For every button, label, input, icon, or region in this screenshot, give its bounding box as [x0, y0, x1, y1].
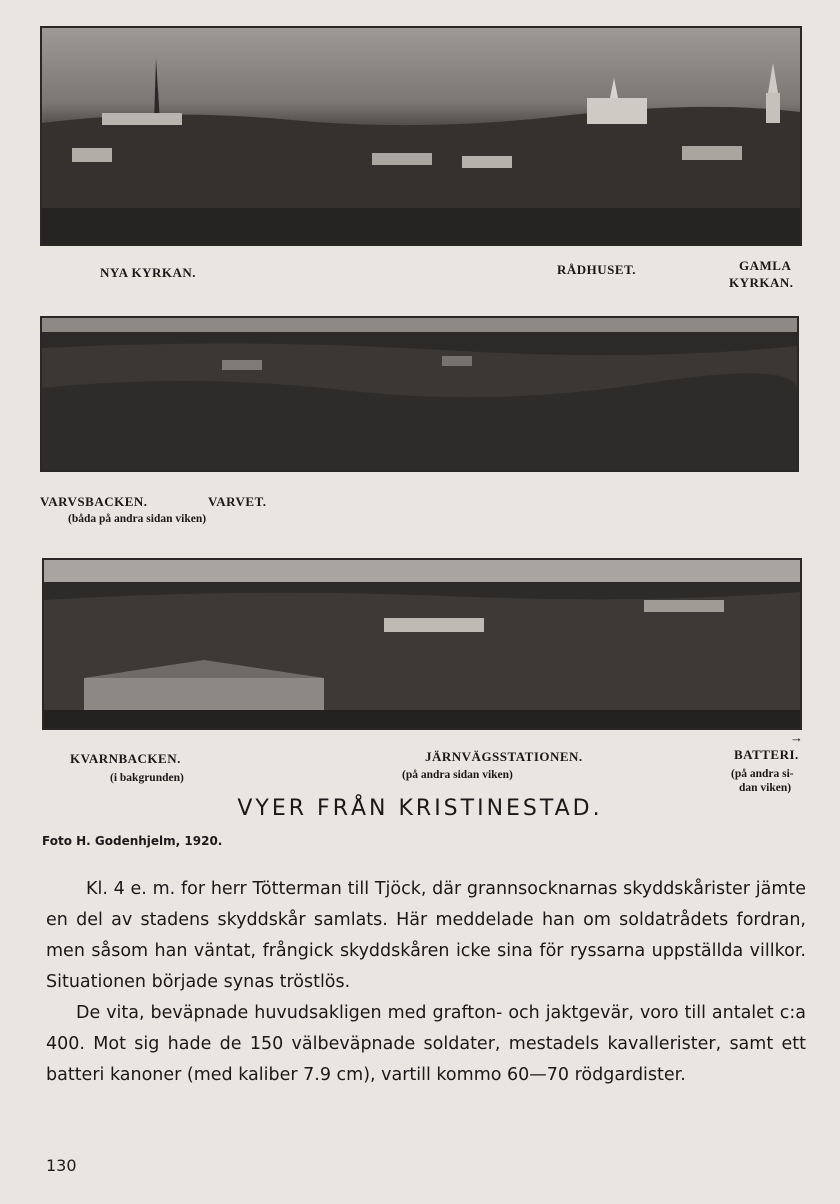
- photo-credit: Foto H. Godenhjelm, 1920.: [42, 834, 223, 848]
- caption-varvsbacken-note: (båda på andra sidan viken): [68, 513, 207, 525]
- caption-radhuset: RÅDHUSET.: [557, 262, 637, 277]
- photo-varvsbacken-varvet: [40, 316, 799, 472]
- photo-kvarnbacken-jarnvagsstationen: [42, 558, 802, 730]
- caption-nya-kyrkan: NYA KYRKAN.: [100, 265, 197, 280]
- photo-town-skyline-churches: [40, 26, 802, 246]
- paragraph: De vita, beväpnade huvudsakligen med grafton- och jaktgevär, voro till antalet c:a 400. Mot sig hade de 150 välbeväpnade soldater, mestadels kavallerister, samt ett batteri kanoner (med kaliber 7.9 cm), vartill kommo 60—70 rödgardister.: [46, 1003, 806, 1085]
- caption-jarnvagsstationen: JÄRNVÄGSSTATIONEN.: [425, 749, 583, 764]
- caption-gamla-kyrkan-line2: KYRKAN.: [729, 275, 794, 290]
- page-title: VYER FRÅN KRISTINESTAD.: [237, 796, 603, 821]
- caption-varvet: VARVET.: [208, 494, 267, 509]
- page-number: 130: [46, 1156, 77, 1175]
- caption-kvarnbacken: KVARNBACKEN.: [70, 751, 181, 766]
- caption-varvsbacken: VARVSBACKEN.: [40, 494, 148, 509]
- caption-batteri-note-line1: (på andra si-: [731, 768, 794, 780]
- caption-jarnvagsstationen-note: (på andra sidan viken): [402, 769, 513, 781]
- caption-batteri-note-line2: dan viken): [739, 782, 792, 794]
- caption-gamla-kyrkan-line1: GAMLA: [739, 258, 792, 273]
- caption-kvarnbacken-note: (i bakgrunden): [110, 772, 184, 784]
- paragraph: Kl. 4 e. m. for herr Tötterman till Tjöck, där grannsocknarnas skyddskårister jämte en del av stadens skyddskår samlats. Här meddelade han om soldatrådets fordran, men såsom han väntat, frångick skyddskåren icke sina för ryssarna uppställda villkor. Situationen började synas tröstlös.: [46, 879, 806, 992]
- caption-batteri: BATTERI.: [734, 747, 799, 762]
- arrow-icon: →: [790, 730, 804, 745]
